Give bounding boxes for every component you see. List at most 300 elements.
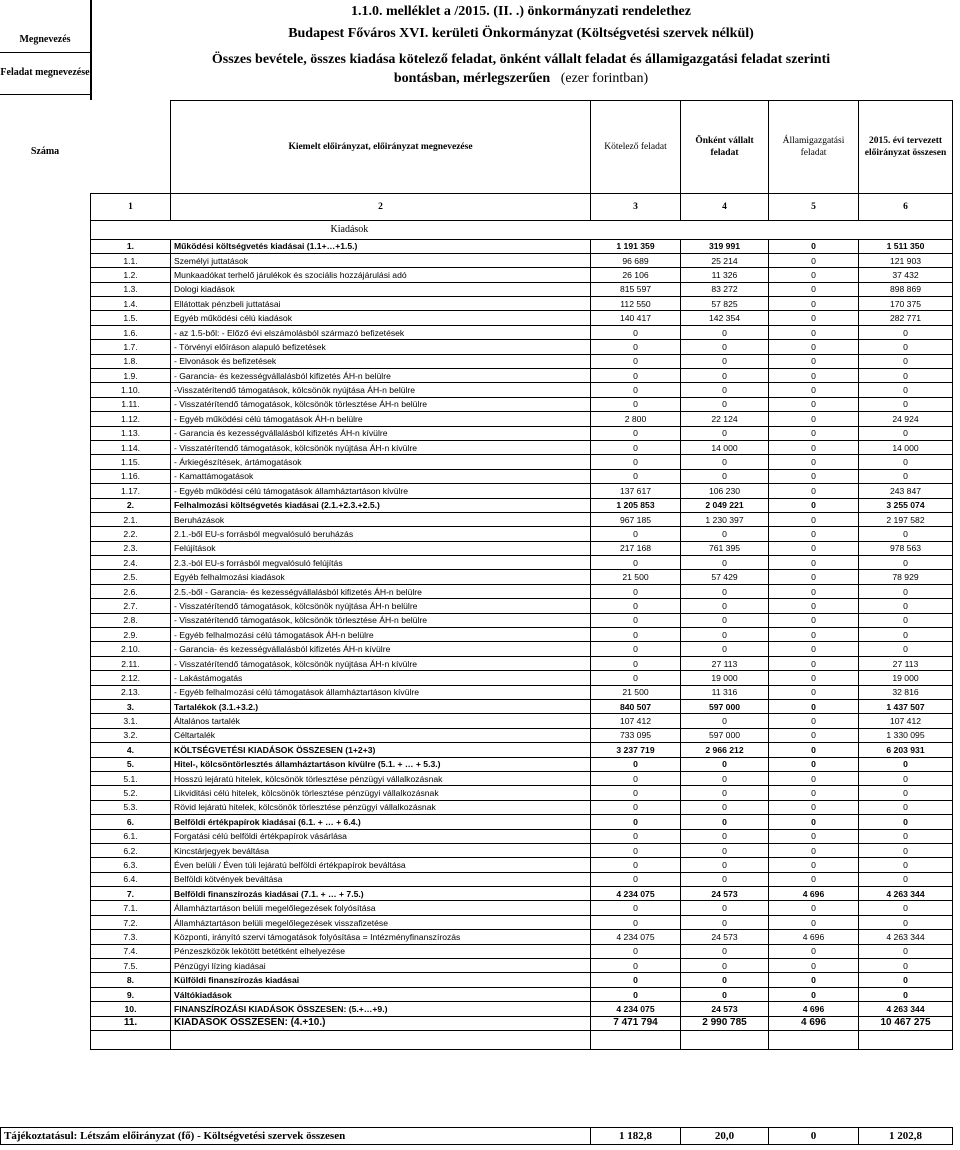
row-name: Dologi kiadások: [171, 282, 591, 296]
row-number: 5.3.: [91, 800, 171, 814]
budget-table: [90, 100, 953, 1050]
row-name: 2.5.-ből - Garancia- és kezességvállalásból kifizetés ÁH-n belülre: [171, 584, 591, 598]
row-name: Belföldi kötvények beváltása: [171, 872, 591, 886]
left-label-megnevezes: Megnevezés: [19, 34, 71, 45]
row-number: 2.6.: [91, 584, 171, 598]
row-total: 14 000: [859, 440, 953, 454]
row-total: 0: [859, 556, 953, 570]
row-onkent: 106 230: [681, 484, 769, 498]
table-row: [91, 944, 953, 958]
row-number: 8.: [91, 973, 171, 987]
row-name: Ellátottak pénzbeli juttatásai: [171, 297, 591, 311]
row-name: Felújítások: [171, 541, 591, 555]
table-row: [91, 297, 953, 311]
footer-total: 1 202,8: [859, 1128, 953, 1145]
row-onkent: 597 000: [681, 728, 769, 742]
row-name: KIADÁSOK ÖSSZESEN: (4.+10.): [171, 1016, 591, 1030]
row-total: 32 816: [859, 685, 953, 699]
row-kotelezo: 0: [591, 973, 681, 987]
row-onkent: 0: [681, 383, 769, 397]
row-allamig: 0: [769, 484, 859, 498]
table-row: [91, 743, 953, 757]
row-kotelezo: 107 412: [591, 714, 681, 728]
row-name: - Garancia- és kezességvállalásból kifizetés ÁH-n kívülre: [171, 642, 591, 656]
table-row: [91, 340, 953, 354]
row-total: 78 929: [859, 570, 953, 584]
row-total: 27 113: [859, 656, 953, 670]
row-allamig: 0: [769, 642, 859, 656]
row-total: 0: [859, 599, 953, 613]
row-number: 3.1.: [91, 714, 171, 728]
row-total: 2 197 582: [859, 512, 953, 526]
row-number: 10.: [91, 1002, 171, 1016]
row-total: 0: [859, 527, 953, 541]
row-number: 7.1.: [91, 901, 171, 915]
row-name: Belföldi finanszírozás kiadásai (7.1. + … + 7.5.): [171, 887, 591, 901]
table-row: [91, 800, 953, 814]
row-allamig: 0: [769, 556, 859, 570]
row-kotelezo: 7 471 794: [591, 1016, 681, 1030]
row-onkent: 0: [681, 642, 769, 656]
row-kotelezo: 4 234 075: [591, 887, 681, 901]
row-kotelezo: 21 500: [591, 570, 681, 584]
row-onkent: 0: [681, 757, 769, 771]
row-allamig: 0: [769, 599, 859, 613]
row-kotelezo: 967 185: [591, 512, 681, 526]
row-total: 121 903: [859, 253, 953, 267]
row-onkent: 0: [681, 556, 769, 570]
row-allamig: 0: [769, 469, 859, 483]
row-total: 0: [859, 340, 953, 354]
row-total: 4 263 344: [859, 1002, 953, 1016]
table-row: [91, 512, 953, 526]
row-number: 7.4.: [91, 944, 171, 958]
row-onkent: 761 395: [681, 541, 769, 555]
row-kotelezo: 0: [591, 642, 681, 656]
row-total: 4 263 344: [859, 887, 953, 901]
table-row: [91, 930, 953, 944]
table-row: [91, 253, 953, 267]
row-number: 1.3.: [91, 282, 171, 296]
row-number: 2.11.: [91, 656, 171, 670]
row-number: 1.16.: [91, 469, 171, 483]
header-allamig: Államigazgatási feladat: [769, 101, 859, 194]
row-total: 3 255 074: [859, 498, 953, 512]
row-kotelezo: 0: [591, 771, 681, 785]
row-onkent: 0: [681, 901, 769, 915]
row-onkent: 57 825: [681, 297, 769, 311]
row-name: Egyéb felhalmozási kiadások: [171, 570, 591, 584]
row-onkent: 0: [681, 527, 769, 541]
col-number-4: 4: [681, 193, 769, 220]
row-onkent: 0: [681, 714, 769, 728]
row-name: Hosszú lejáratú hitelek, kölcsönök törlesztése pénzügyi vállalkozásnak: [171, 771, 591, 785]
row-total: 107 412: [859, 714, 953, 728]
row-total: 978 563: [859, 541, 953, 555]
row-allamig: 0: [769, 872, 859, 886]
row-total: 0: [859, 469, 953, 483]
row-allamig: 0: [769, 311, 859, 325]
row-number: 5.2.: [91, 786, 171, 800]
row-number: 2.13.: [91, 685, 171, 699]
row-allamig: 0: [769, 512, 859, 526]
row-kotelezo: 4 234 075: [591, 1002, 681, 1016]
row-allamig: 0: [769, 268, 859, 282]
table-row: [91, 498, 953, 512]
row-onkent: 0: [681, 469, 769, 483]
row-onkent: 0: [681, 584, 769, 598]
table-row: [91, 815, 953, 829]
row-allamig: 0: [769, 671, 859, 685]
row-total: 6 203 931: [859, 743, 953, 757]
row-allamig: 0: [769, 397, 859, 411]
row-kotelezo: 0: [591, 469, 681, 483]
row-onkent: 0: [681, 872, 769, 886]
row-onkent: 0: [681, 771, 769, 785]
row-allamig: 0: [769, 541, 859, 555]
table-row: [91, 599, 953, 613]
row-total: 37 432: [859, 268, 953, 282]
row-total: 1 511 350: [859, 239, 953, 253]
row-total: 1 437 507: [859, 700, 953, 714]
row-onkent: 0: [681, 959, 769, 973]
row-total: 243 847: [859, 484, 953, 498]
row-number: 1.7.: [91, 340, 171, 354]
row-allamig: 0: [769, 786, 859, 800]
row-total: 0: [859, 354, 953, 368]
table-row: [91, 268, 953, 282]
table-row: [91, 426, 953, 440]
row-onkent: 0: [681, 973, 769, 987]
row-allamig: 0: [769, 527, 859, 541]
col-number-6: 6: [859, 193, 953, 220]
table-row: [91, 901, 953, 915]
row-name: Tartalékok (3.1.+3.2.): [171, 700, 591, 714]
header-name: Kiemelt előirányzat, előirányzat megnevezése: [171, 101, 591, 194]
row-number: 5.: [91, 757, 171, 771]
row-allamig: 0: [769, 800, 859, 814]
spacer-row: [91, 1030, 953, 1049]
row-kotelezo: 0: [591, 584, 681, 598]
section-empty: [91, 220, 171, 239]
column-number-row: [91, 193, 953, 220]
budget-sheet: [90, 100, 952, 1050]
table-row: [91, 570, 953, 584]
left-label-szama: Száma: [30, 146, 60, 157]
row-total: 1 330 095: [859, 728, 953, 742]
row-total: 0: [859, 369, 953, 383]
row-onkent: 0: [681, 599, 769, 613]
row-name: - Visszatérítendő támogatások, kölcsönök nyújtása ÁH-n kívülre: [171, 440, 591, 454]
table-row: [91, 843, 953, 857]
row-onkent: 24 573: [681, 930, 769, 944]
row-number: 6.3.: [91, 858, 171, 872]
table-row: [91, 455, 953, 469]
table-row: [91, 714, 953, 728]
row-name: - Egyéb felhalmozási célú támogatások ÁH-n belülre: [171, 628, 591, 642]
row-kotelezo: 0: [591, 944, 681, 958]
row-number: 5.1.: [91, 771, 171, 785]
row-name: - Egyéb felhalmozási célú támogatások államháztartáson kívülre: [171, 685, 591, 699]
row-allamig: 0: [769, 498, 859, 512]
row-number: 9.: [91, 987, 171, 1001]
spacer-cell-1: [91, 1030, 171, 1049]
row-allamig: 0: [769, 440, 859, 454]
row-kotelezo: 0: [591, 440, 681, 454]
row-allamig: 0: [769, 757, 859, 771]
row-name: Külföldi finanszírozás kiadásai: [171, 973, 591, 987]
row-allamig: 0: [769, 325, 859, 339]
row-allamig: 0: [769, 383, 859, 397]
row-onkent: 11 316: [681, 685, 769, 699]
row-allamig: 0: [769, 743, 859, 757]
row-kotelezo: 0: [591, 800, 681, 814]
row-onkent: 0: [681, 628, 769, 642]
row-allamig: 0: [769, 987, 859, 1001]
top-vertical-rule: [90, 0, 92, 100]
row-kotelezo: 0: [591, 340, 681, 354]
row-onkent: 25 214: [681, 253, 769, 267]
table-row: [91, 369, 953, 383]
row-allamig: 0: [769, 700, 859, 714]
row-name: - Árkiegészítések, ártámogatások: [171, 455, 591, 469]
table-row: [91, 728, 953, 742]
row-kotelezo: 0: [591, 455, 681, 469]
row-name: - Elvonások és befizetések: [171, 354, 591, 368]
row-number: 2.12.: [91, 671, 171, 685]
row-allamig: 0: [769, 613, 859, 627]
row-allamig: 0: [769, 901, 859, 915]
row-kotelezo: 0: [591, 325, 681, 339]
row-onkent: 0: [681, 786, 769, 800]
row-name: - Visszatérítendő támogatások, kölcsönök törlesztése ÁH-n belülre: [171, 397, 591, 411]
row-onkent: 0: [681, 397, 769, 411]
table-row: [91, 771, 953, 785]
row-total: 10 467 275: [859, 1016, 953, 1030]
row-allamig: 0: [769, 239, 859, 253]
row-number: 11.: [91, 1016, 171, 1030]
row-kotelezo: 0: [591, 383, 681, 397]
spacer-cell-4: [681, 1030, 769, 1049]
row-number: 2.8.: [91, 613, 171, 627]
row-total: 19 000: [859, 671, 953, 685]
header-total: 2015. évi tervezett előirányzat összesen: [859, 101, 953, 194]
row-kotelezo: 26 106: [591, 268, 681, 282]
table-row: [91, 613, 953, 627]
row-allamig: 0: [769, 815, 859, 829]
row-name: -Visszatérítendő támogatások, kölcsönök nyújtása ÁH-n belülre: [171, 383, 591, 397]
row-number: 7.2.: [91, 915, 171, 929]
row-number: 2.7.: [91, 599, 171, 613]
row-name: Éven belüli / Éven túli lejáratú belföldi értékpapírok beváltása: [171, 858, 591, 872]
row-onkent: 0: [681, 858, 769, 872]
row-total: 0: [859, 987, 953, 1001]
row-number: 2.2.: [91, 527, 171, 541]
row-allamig: 0: [769, 455, 859, 469]
row-total: 0: [859, 858, 953, 872]
footer-label: Tájékoztatásul: Létszám előirányzat (fő) - Költségvetési szervek összesen: [1, 1128, 591, 1145]
row-number: 3.: [91, 700, 171, 714]
row-number: 4.: [91, 743, 171, 757]
row-kotelezo: 112 550: [591, 297, 681, 311]
row-name: - Visszatérítendő támogatások, kölcsönök nyújtása ÁH-n kívülre: [171, 656, 591, 670]
col-number-2: 2: [171, 193, 591, 220]
row-number: 2.4.: [91, 556, 171, 570]
row-number: 1.5.: [91, 311, 171, 325]
row-number: 2.: [91, 498, 171, 512]
row-onkent: 27 113: [681, 656, 769, 670]
row-number: 6.1.: [91, 829, 171, 843]
table-row: [91, 915, 953, 929]
row-onkent: 0: [681, 800, 769, 814]
row-allamig: 0: [769, 714, 859, 728]
row-number: 3.2.: [91, 728, 171, 742]
row-number: 1.17.: [91, 484, 171, 498]
row-allamig: 0: [769, 829, 859, 843]
table-row: [91, 541, 953, 555]
table-row: [91, 757, 953, 771]
row-allamig: 0: [769, 340, 859, 354]
row-kotelezo: 0: [591, 656, 681, 670]
row-allamig: 0: [769, 973, 859, 987]
row-allamig: 0: [769, 915, 859, 929]
row-kotelezo: 21 500: [591, 685, 681, 699]
row-allamig: 4 696: [769, 887, 859, 901]
row-onkent: 1 230 397: [681, 512, 769, 526]
row-allamig: 0: [769, 728, 859, 742]
row-number: 2.5.: [91, 570, 171, 584]
row-total: 0: [859, 973, 953, 987]
left-label-feladat: Feladat megnevezése: [0, 67, 90, 78]
row-total: 0: [859, 786, 953, 800]
row-onkent: 11 326: [681, 268, 769, 282]
row-allamig: 0: [769, 685, 859, 699]
row-kotelezo: 733 095: [591, 728, 681, 742]
row-kotelezo: 0: [591, 354, 681, 368]
row-onkent: 0: [681, 340, 769, 354]
row-number: 6.: [91, 815, 171, 829]
row-name: Működési költségvetés kiadásai (1.1+…+1.5.): [171, 239, 591, 253]
row-onkent: 83 272: [681, 282, 769, 296]
row-allamig: 0: [769, 570, 859, 584]
row-kotelezo: 0: [591, 671, 681, 685]
table-row: [91, 397, 953, 411]
table-row: [91, 1002, 953, 1016]
table-row: [91, 829, 953, 843]
row-total: 0: [859, 843, 953, 857]
row-allamig: 0: [769, 656, 859, 670]
col-number-3: 3: [591, 193, 681, 220]
row-total: 0: [859, 325, 953, 339]
table-row: [91, 959, 953, 973]
header-kotelezo: Kötelező feladat: [591, 101, 681, 194]
row-onkent: 14 000: [681, 440, 769, 454]
row-name: - Lakástámogatás: [171, 671, 591, 685]
row-number: 1.6.: [91, 325, 171, 339]
row-allamig: 0: [769, 771, 859, 785]
table-row: [91, 527, 953, 541]
col-number-5: 5: [769, 193, 859, 220]
row-number: 1.4.: [91, 297, 171, 311]
table-row: [91, 872, 953, 886]
row-kotelezo: 3 237 719: [591, 743, 681, 757]
section-title: Kiadások: [171, 220, 953, 239]
footer-row: [1, 1128, 953, 1145]
row-kotelezo: 0: [591, 858, 681, 872]
row-kotelezo: 96 689: [591, 253, 681, 267]
row-onkent: 0: [681, 325, 769, 339]
left-rule: [0, 52, 90, 53]
row-allamig: 0: [769, 354, 859, 368]
footer-allamig: 0: [769, 1128, 859, 1145]
row-onkent: 0: [681, 354, 769, 368]
row-allamig: 0: [769, 297, 859, 311]
row-name: - az 1.5-ből: - Előző évi elszámolásból származó befizetések: [171, 325, 591, 339]
row-allamig: 0: [769, 426, 859, 440]
row-onkent: 22 124: [681, 412, 769, 426]
table-row: [91, 887, 953, 901]
row-onkent: 0: [681, 987, 769, 1001]
row-name: Váltókiadások: [171, 987, 591, 1001]
row-name: Belföldi értékpapírok kiadásai (6.1. + … + 6.4.): [171, 815, 591, 829]
row-kotelezo: 137 617: [591, 484, 681, 498]
unit-label: (ezer forintban): [560, 71, 649, 86]
table-row: [91, 700, 953, 714]
table-row: [91, 325, 953, 339]
table-row: [91, 282, 953, 296]
row-kotelezo: 0: [591, 959, 681, 973]
table-row: [91, 973, 953, 987]
row-kotelezo: 1 191 359: [591, 239, 681, 253]
row-onkent: 0: [681, 843, 769, 857]
row-number: 2.9.: [91, 628, 171, 642]
row-onkent: 0: [681, 829, 769, 843]
row-allamig: 0: [769, 253, 859, 267]
row-name: - Egyéb működési célú támogatások ÁH-n belülre: [171, 412, 591, 426]
table-row: [91, 642, 953, 656]
row-name: Munkaadókat terhelő járulékok és szociális hozzájárulási adó: [171, 268, 591, 282]
footer-kotelezo: 1 182,8: [591, 1128, 681, 1145]
row-name: Általános tartalék: [171, 714, 591, 728]
row-kotelezo: 0: [591, 426, 681, 440]
row-name: - Törvényi előíráson alapuló befizetések: [171, 340, 591, 354]
row-onkent: 319 991: [681, 239, 769, 253]
row-kotelezo: 217 168: [591, 541, 681, 555]
row-total: 0: [859, 757, 953, 771]
report-title-line-2: [90, 69, 952, 88]
row-total: 0: [859, 959, 953, 973]
row-name: Kincstárjegyek beváltása: [171, 843, 591, 857]
row-name: - Visszatérítendő támogatások, kölcsönök nyújtása ÁH-n belülre: [171, 599, 591, 613]
row-onkent: 24 573: [681, 1002, 769, 1016]
report-title-bontas: bontásban, mérlegszerűen: [393, 71, 551, 86]
row-name: Forgatási célú belföldi értékpapírok vásárlása: [171, 829, 591, 843]
row-total: 0: [859, 642, 953, 656]
row-kotelezo: 0: [591, 757, 681, 771]
header-onkent: Önként vállalt feladat: [681, 101, 769, 194]
row-onkent: 597 000: [681, 700, 769, 714]
row-onkent: 2 049 221: [681, 498, 769, 512]
table-row: [91, 1016, 953, 1030]
col-number-1: 1: [91, 193, 171, 220]
row-kotelezo: 0: [591, 872, 681, 886]
row-kotelezo: 0: [591, 556, 681, 570]
row-allamig: 0: [769, 369, 859, 383]
row-name: Államháztartáson belüli megelőlegezések folyósítása: [171, 901, 591, 915]
row-total: 0: [859, 383, 953, 397]
row-number: 2.1.: [91, 512, 171, 526]
row-kotelezo: 0: [591, 987, 681, 1001]
